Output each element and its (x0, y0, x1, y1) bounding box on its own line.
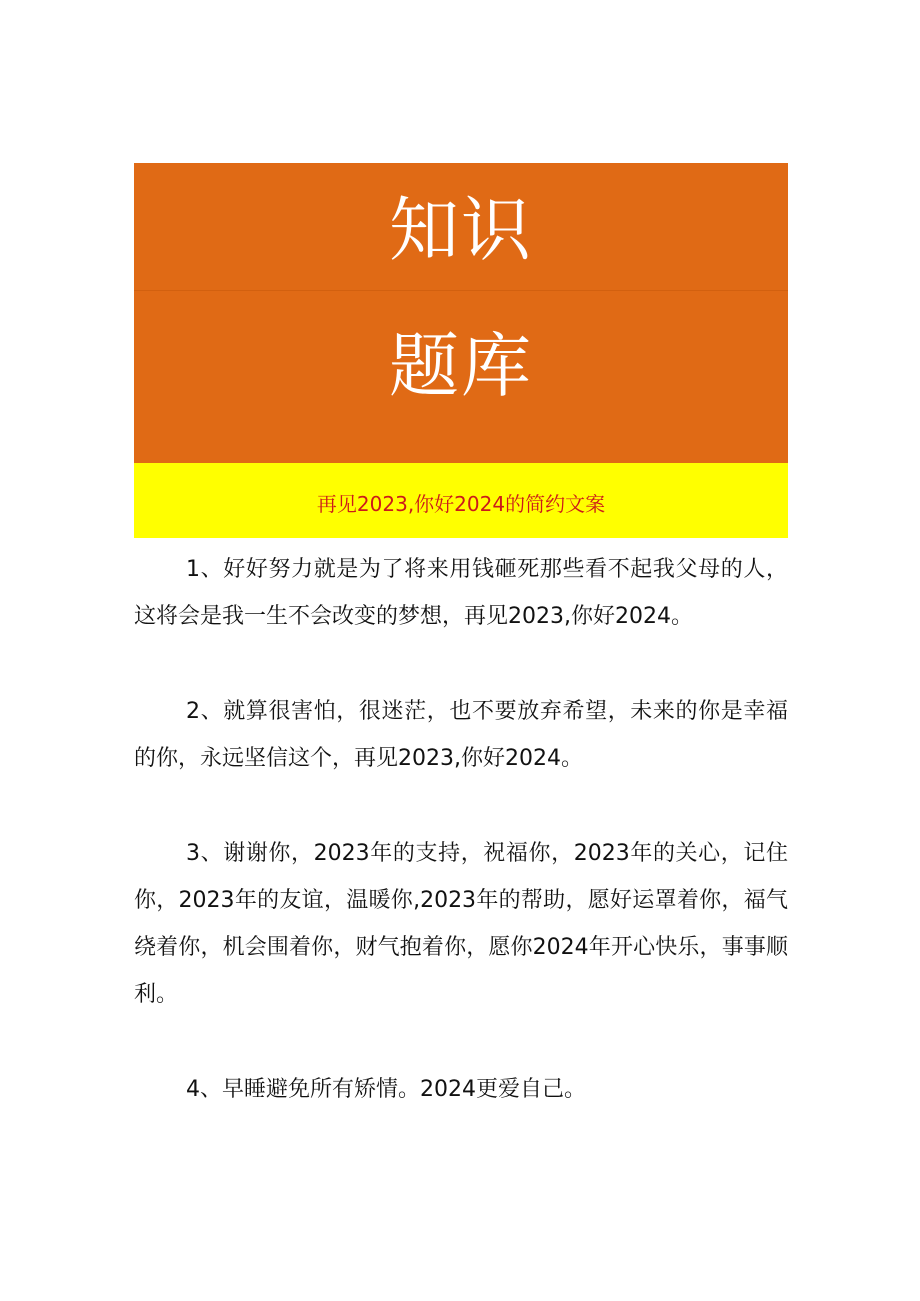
banner-title-line-2: 题库 (389, 325, 533, 407)
paragraph-2: 2、就算很害怕，很迷茫，也不要放弃希望，未来的你是幸福的你，永远坚信这个，再见2023,你好2024。 (134, 699, 788, 771)
paragraph-1: 1、好好努力就是为了将来用钱砸死那些看不起我父母的人，这将会是我一生不会改变的梦想，再见2023,你好2024。 (134, 557, 788, 629)
banner-title-line-1: 知识 (389, 189, 533, 271)
title-banner (134, 163, 788, 463)
subtitle-bar (134, 463, 788, 538)
document-subtitle: 再见2023,你好2024的简约文案 (316, 492, 606, 516)
paragraph-3: 3、谢谢你，2023年的支持，祝福你，2023年的关心，记住你，2023年的友谊，温暖你,2023年的帮助，愿好运罩着你，福气绕着你，机会围着你，财气抱着你，愿你2024年开心快乐，事事顺利。 (134, 841, 788, 1007)
paragraph-4: 4、早睡避免所有矫情。2024更爱自己。 (186, 1077, 586, 1102)
document-body (134, 546, 788, 1161)
banner-divider (134, 290, 788, 291)
